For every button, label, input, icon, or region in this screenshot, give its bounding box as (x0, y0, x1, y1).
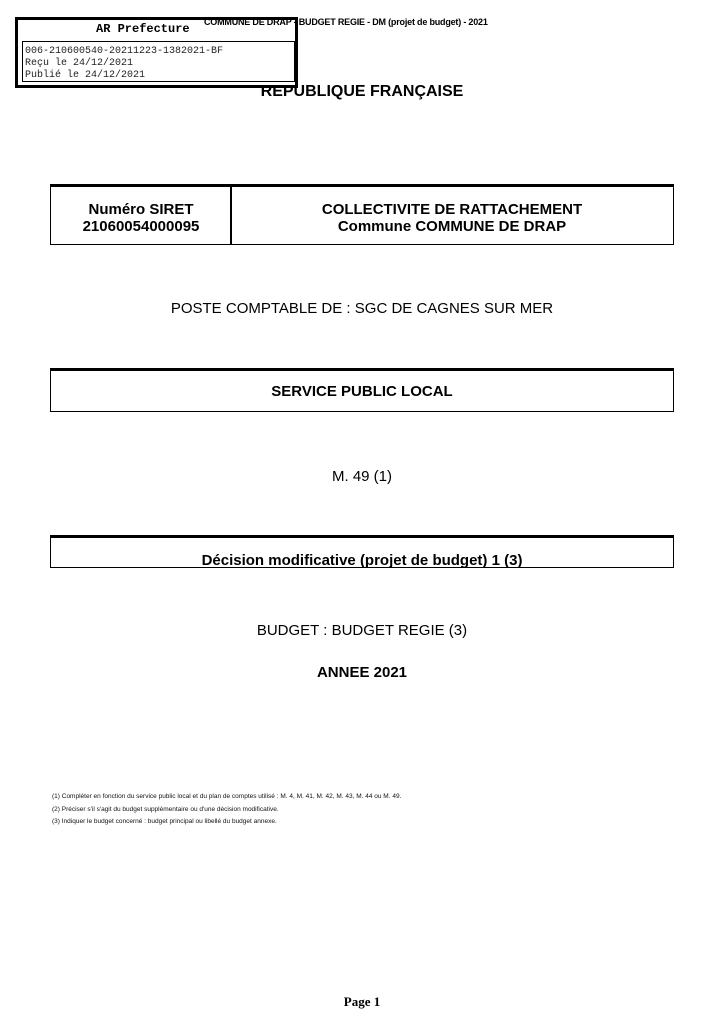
stamp-published-date: Publié le 24/12/2021 (25, 70, 146, 81)
running-header: COMMUNE DE DRAP - BUDGET REGIE - DM (projet de budget) - 2021 (204, 17, 488, 27)
service-label: SERVICE PUBLIC LOCAL (271, 383, 453, 400)
nomenclature: M. 49 (1) (331, 468, 392, 485)
stamp-title: AR Prefecture (96, 22, 190, 36)
footnote-2: (2) Préciser s'il s'agit du budget supplémentaire ou d'une décision modificative. (52, 806, 279, 813)
page-number: Page 1 (343, 994, 381, 1009)
decision-label: Décision modificative (projet de budget) 1 (3) (201, 552, 523, 569)
collectivite-cell (232, 201, 672, 235)
republic-heading: REPUBLIQUE FRANÇAISE (260, 83, 464, 100)
footnote-3: (3) Indiquer le budget concerné : budget principal ou libellé du budget annexe. (52, 818, 277, 825)
siret-cell (52, 201, 230, 235)
poste-comptable: POSTE COMPTABLE DE : SGC DE CAGNES SUR MER (170, 300, 554, 317)
siret-value: 21060054000095 (82, 218, 200, 235)
stamp-received-date: Reçu le 24/12/2021 (25, 58, 134, 69)
stamp-reference: 006-210600540-20211223-1382021-BF (25, 46, 224, 57)
annee-label: ANNEE 2021 (316, 664, 408, 681)
collectivite-label: COLLECTIVITE DE RATTACHEMENT (321, 201, 583, 218)
siret-label: Numéro SIRET (88, 201, 194, 218)
budget-label: BUDGET : BUDGET REGIE (3) (256, 622, 468, 639)
collectivite-value: Commune COMMUNE DE DRAP (337, 218, 567, 235)
footnote-1: (1) Compléter en fonction du service public local et du plan de comptes utilisé : M. 4, M. 41, M. 42, M. 43, M. 44 ou M. 49. (52, 793, 402, 800)
